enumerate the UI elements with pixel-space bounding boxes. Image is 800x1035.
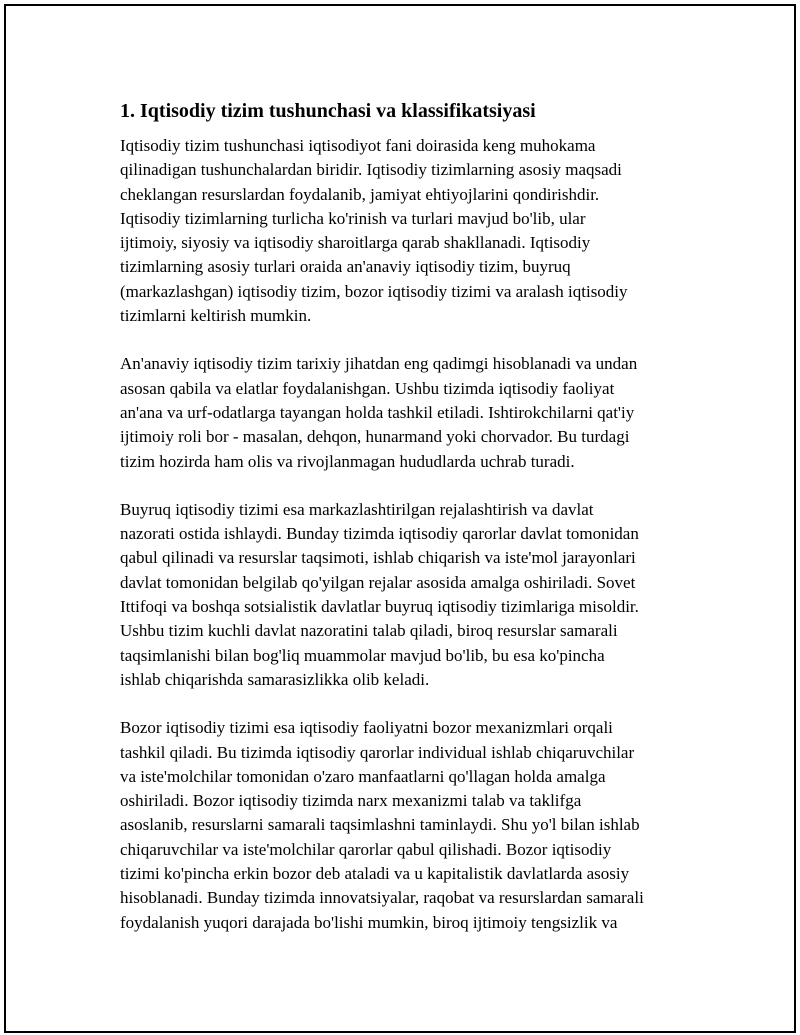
text-line: chiqaruvchilar va iste'molchilar qarorlar qabul qilishadi. Bozor iqtisodiy <box>120 839 612 859</box>
text-line: Buyruq iqtisodiy tizimi esa markazlashtirilgan rejalashtirish va davlat <box>120 499 594 519</box>
section-heading: 1. Iqtisodiy tizim tushunchasi va klassifikatsiyasi <box>120 100 536 122</box>
paragraph <box>120 716 700 935</box>
text-line: ishlab chiqarishda samarasizlikka olib keladi. <box>120 669 430 689</box>
text-line: qabul qilinadi va resurslar taqsimoti, ishlab chiqarish va iste'mol jarayonlari <box>120 548 636 568</box>
text-line: ijtimoiy roli bor - masalan, dehqon, hunarmand yoki chorvador. Bu turdagi <box>120 427 630 447</box>
text-line: va iste'molchilar tomonidan o'zaro manfaatlarni qo'llagan holda amalga <box>120 766 606 786</box>
text-line: tizimlarni keltirish mumkin. <box>120 306 312 326</box>
text-line: tizimi ko'pincha erkin bozor deb ataladi va u kapitalistik davlatlarda asosiy <box>120 864 630 884</box>
document-body <box>120 98 700 959</box>
text-line: oshiriladi. Bozor iqtisodiy tizimda narx mexanizmi talab va taklifga <box>120 791 582 811</box>
paragraph <box>120 352 700 473</box>
text-line: foydalanish yuqori darajada bo'lishi mumkin, biroq ijtimoiy tengsizlik va <box>120 912 618 932</box>
text-line: nazorati ostida ishlaydi. Bunday tizimda iqtisodiy qarorlar davlat tomonidan <box>120 524 639 544</box>
text-line: An'anaviy iqtisodiy tizim tarixiy jihatdan eng qadimgi hisoblanadi va undan <box>120 354 638 374</box>
text-line: Ittifoqi va boshqa sotsialistik davlatlar buyruq iqtisodiy tizimlariga misoldir. <box>120 597 639 617</box>
text-line: asoslanib, resurslarni samarali taqsimlashni taminlaydi. Shu yo'l bilan ishlab <box>120 815 640 835</box>
text-line: (markazlashgan) iqtisodiy tizim, bozor iqtisodiy tizimi va aralash iqtisodiy <box>120 281 628 301</box>
text-line: an'ana va urf-odatlarga tayangan holda tashkil etiladi. Ishtirokchilarni qat'iy <box>120 402 635 422</box>
paragraph <box>120 498 700 692</box>
text-line: taqsimlanishi bilan bog'liq muammolar mavjud bo'lib, bu esa ko'pincha <box>120 645 605 665</box>
text-line: Iqtisodiy tizimlarning turlicha ko'rinish va turlari mavjud bo'lib, ular <box>120 208 586 228</box>
text-line: ijtimoiy, siyosiy va iqtisodiy sharoitlarga qarab shakllanadi. Iqtisodiy <box>120 233 591 253</box>
text-line: davlat tomonidan belgilab qo'yilgan rejalar asosida amalga oshiriladi. Sovet <box>120 572 636 592</box>
text-line: Iqtisodiy tizim tushunchasi iqtisodiyot fani doirasida keng muhokama <box>120 136 596 155</box>
text-line: Ushbu tizim kuchli davlat nazoratini talab qiladi, biroq resurslar samarali <box>120 621 618 641</box>
text-line: qilinadigan tushunchalardan biridir. Iqtisodiy tizimlarning asosiy maqsadi <box>120 160 622 180</box>
text-line: tizimlarning asosiy turlari oraida an'anaviy iqtisodiy tizim, buyruq <box>120 257 571 277</box>
paragraph <box>120 134 700 328</box>
text-line: asosan qabila va elatlar foydalanishgan. Ushbu tizimda iqtisodiy faoliyat <box>120 378 615 398</box>
text-line: tashkil qiladi. Bu tizimda iqtisodiy qarorlar individual ishlab chiqaruvchilar <box>120 742 635 762</box>
text-line: hisoblanadi. Bunday tizimda innovatsiyalar, raqobat va resurslardan samarali <box>120 888 644 908</box>
text-line: tizim hozirda ham olis va rivojlanmagan hududlarda uchrab turadi. <box>120 451 575 471</box>
text-line: cheklangan resurslardan foydalanib, jamiyat ehtiyojlarini qondirishdir. <box>120 184 600 204</box>
text-line: Bozor iqtisodiy tizimi esa iqtisodiy faoliyatni bozor mexanizmlari orqali <box>120 718 613 738</box>
page-frame <box>4 4 796 1033</box>
